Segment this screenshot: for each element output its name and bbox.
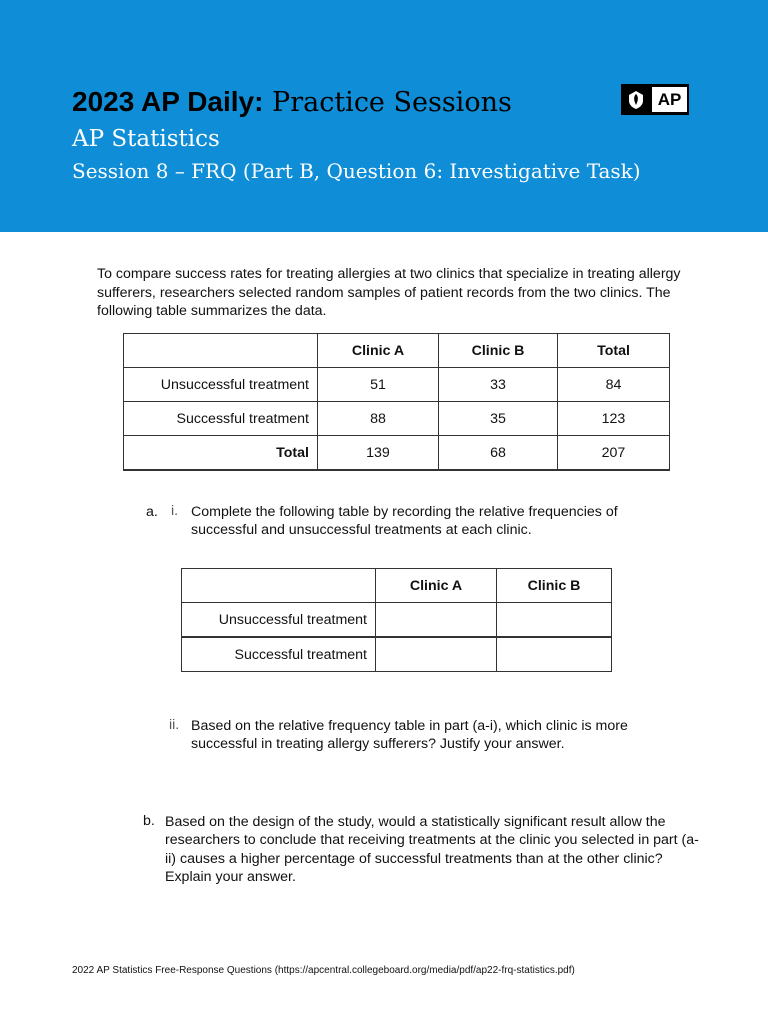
table-cell: 139 <box>318 436 439 471</box>
table-total-row <box>124 436 670 471</box>
table-header-cell: Clinic B <box>439 334 558 368</box>
table-header-row <box>124 334 670 368</box>
relative-frequency-table <box>181 568 612 672</box>
answer-cell[interactable] <box>497 637 612 672</box>
row-label: Unsuccessful treatment <box>182 603 376 638</box>
question-a-i-text: Complete the following table by recording the relative frequencies of successful and unsuccessful treatments at each clinic. <box>191 504 618 538</box>
row-label: Successful treatment <box>182 637 376 672</box>
table-header-cell: Clinic A <box>376 569 497 603</box>
table-cell: 68 <box>439 436 558 471</box>
title-bold: 2023 AP Daily: <box>72 86 264 117</box>
question-b-letter: b. <box>143 813 155 829</box>
page-title <box>72 86 512 118</box>
answer-cell[interactable] <box>376 637 497 672</box>
table-header-cell: Clinic A <box>318 334 439 368</box>
table-cell: 33 <box>439 368 558 402</box>
question-a-i-marker: i. <box>171 503 179 519</box>
footer-citation: 2022 AP Statistics Free-Response Questions (https://apcentral.collegeboard.org/media/pdf/ap22-frq-statistics.pdf) <box>72 965 575 976</box>
table-cell: 207 <box>558 436 670 471</box>
header-banner <box>0 0 768 232</box>
acorn-seal-icon <box>627 90 645 110</box>
answer-cell[interactable] <box>376 603 497 638</box>
table-row <box>182 603 612 638</box>
table-header-row <box>182 569 612 603</box>
table-header-cell: Total <box>558 334 670 368</box>
table-cell: 35 <box>439 402 558 436</box>
table-row <box>182 637 612 672</box>
title-rest: Practice Sessions <box>263 87 512 118</box>
question-b-text: Based on the design of the study, would a statistically significant result allow the researchers to conclude that receiving treatments at the clinic you selected in part (a-ii) causes a higher percentage of successful treatments than at the other clinic? Explain your answer. <box>165 814 699 885</box>
table-header-cell <box>124 334 318 368</box>
ap-logo <box>621 84 689 115</box>
table-cell: 123 <box>558 402 670 436</box>
course-subtitle: AP Statistics <box>72 126 220 152</box>
answer-cell[interactable] <box>497 603 612 638</box>
table-header-cell: Clinic B <box>497 569 612 603</box>
question-a-ii-text: Based on the relative frequency table in part (a-i), which clinic is more successful in treating allergy sufferers? Justify your answer. <box>191 718 628 752</box>
table-row <box>124 402 670 436</box>
session-title: Session 8 – FRQ (Part B, Question 6: Investigative Task) <box>72 159 641 183</box>
row-label: Unsuccessful treatment <box>124 368 318 402</box>
row-label: Total <box>124 436 318 471</box>
table-row <box>124 368 670 402</box>
table-header-cell <box>182 569 376 603</box>
intro-paragraph: To compare success rates for treating allergies at two clinics that specialize in treating allergy sufferers, researchers selected random samples of patient records from the two clinics. The following table summarizes the data. <box>97 266 681 319</box>
question-a-ii-marker: ii. <box>169 717 180 733</box>
ap-logo-text: AP <box>652 87 687 112</box>
question-a-letter: a. <box>146 504 158 520</box>
table-cell: 84 <box>558 368 670 402</box>
table-cell: 88 <box>318 402 439 436</box>
table-cell: 51 <box>318 368 439 402</box>
clinic-data-table <box>123 333 670 471</box>
row-label: Successful treatment <box>124 402 318 436</box>
